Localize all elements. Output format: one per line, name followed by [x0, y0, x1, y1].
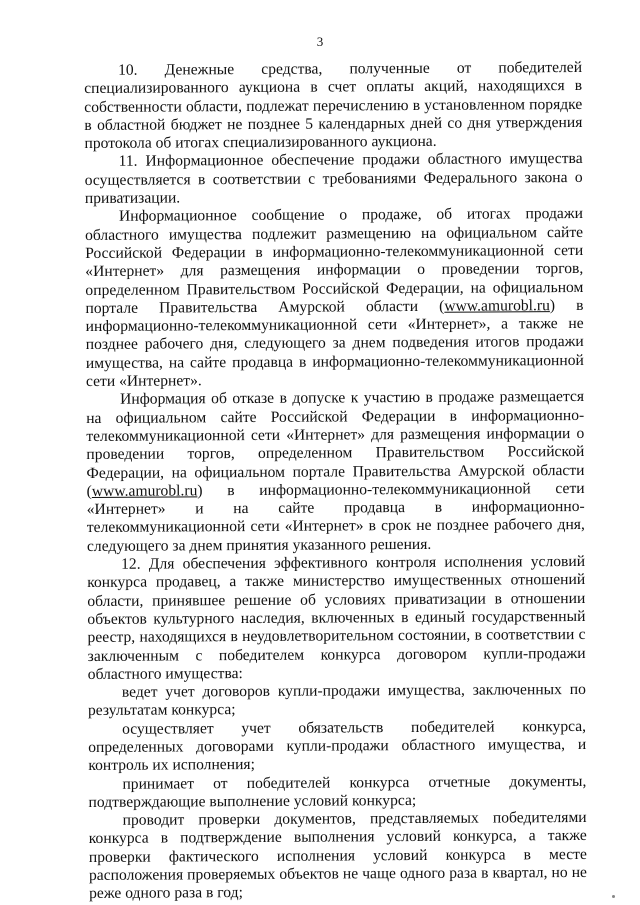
info-message-text-after: ) в информационно-телекоммуникационной сети «Интернет», а также не позднее рабочего дня, следующего за днем подведения итогов продажи имущества, на сайте продавца в информационно-телекоммуникационной сети «Интернет». — [85, 296, 584, 391]
scan-speck — [612, 895, 615, 898]
paragraph-12: 12. Для обеспечения эффективного контроля исполнения условий конкурса продавец, а также министерство имущественных отношений области, принявшее решение об условиях приватизации в отношении объектов культурного наследия, включенных в единый государственный реестр, находящихся в неудовлетворительном состоянии, в соответствии с заключенным с победителем конкурса договором купли-продажи областного имущества: — [87, 552, 586, 683]
refusal-info-text-before: Информация об отказе в допуске к участию в продаже размещается на официальном сайте Российской Федерации в информационно-телекоммуникационной сети «Интернет» для размещения информации о проведении торгов, определенном Правительством Российской Федерации, на официальном портале Правительства Амурской области ( — [86, 388, 585, 500]
refusal-info-text-after: ) в информационно-телекоммуникационной сети «Интернет» и на сайте продавца в информационно-телекоммуникационной сети «Интернет» в срок не позднее рабочего дня, следующего за днем принятия указанного решения. — [86, 479, 585, 555]
paragraph-info-message — [85, 205, 584, 391]
list-item-reports-acceptance: принимает от победителей конкурса отчетные документы, подтверждающие выполнение условий конкурса; — [88, 772, 587, 811]
list-item-obligations-accounting: осуществляет учет обязательств победителей конкурса, определенных договорами купли-продажи областного имущества, и контроль их исполнения; — [88, 717, 587, 775]
document-body — [84, 59, 587, 904]
paragraph-10: 10. Денежные средства, полученные от победителей специализированного аукциона в счет оплаты акций, находящихся в собственности области, подлежат перечислению в установленном порядке в областной бюджет не позднее 5 календарных дней со дня утверждения протокола об итогах специализированного аукциона. — [84, 58, 583, 153]
page-number: 3 — [316, 34, 324, 49]
info-message-text-before: Информационное сообщение о продаже, об итогах продажи областного имущества подлежит размещению на официальном сайте Российской Федерации в информационно-телекоммуникационной сети «Интернет» для размещения информации о проведении торгов, определенном Правительством Российской Федерации, на официальном портале Правительства Амурской области ( — [85, 205, 584, 317]
paragraph-refusal-info — [86, 388, 585, 556]
list-item-inspections: проводит проверки документов, представляемых победителями конкурса в подтверждение выполнения условий конкурса, а также проверки фактического исполнения условий конкурса в месте расположения проверяемых объектов не чаще одного раза в квартал, но не реже одного раза в год; — [88, 809, 588, 903]
amurobl-link-2[interactable]: www.amurobl.ru — [91, 482, 198, 500]
paragraph-11: 11. Информационное обеспечение продажи областного имущества осуществляется в соответствии с требованиями Федерального закона о приватизации. — [84, 150, 583, 208]
amurobl-link[interactable]: www.amurobl.ru — [444, 297, 550, 315]
list-item-contracts-accounting: ведет учет договоров купли-продажи имущества, заключенных по результатам конкурса; — [87, 681, 586, 720]
